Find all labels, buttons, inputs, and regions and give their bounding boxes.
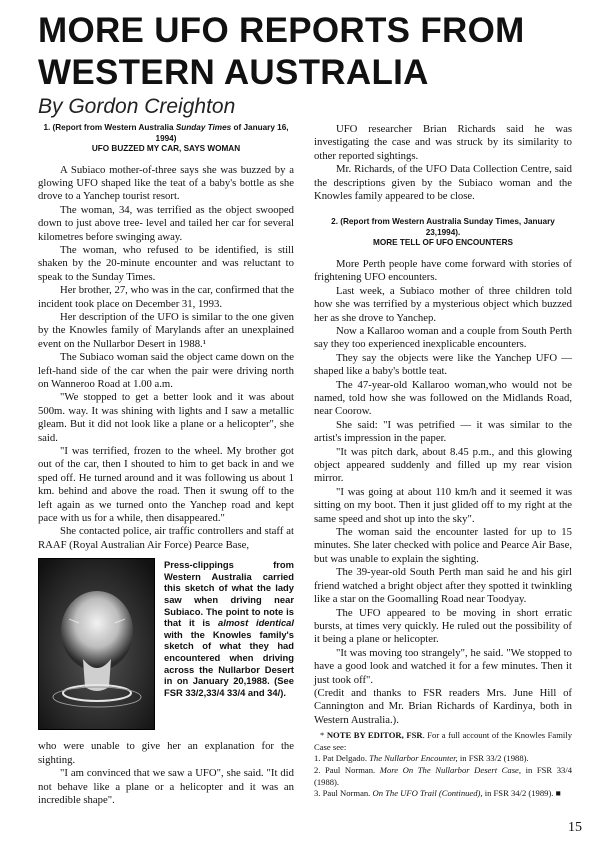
editor-notes: * NOTE BY EDITOR, FSR. For a full account of the Knowles Family Case see: 1. Pat Delgado. The Nullarbor Encounter, in FSR 33/2 (1988). 2. Paul Norman. More On The Nullarbor Desert Case, in FSR 33/4 (1988). 3. Paul Norman. On The UFO Trail (Continued), in FSR 34/2 (1989). ■ (314, 730, 573, 799)
article-title: MORE UFO REPORTS FROM WESTERN AUSTRALIA (38, 11, 525, 92)
paragraph: The woman, who refused to be identified, is still shaken by the 20-minute encounter and was reluctant to speak to the Sunday Times. (38, 243, 294, 283)
right-column (314, 123, 572, 800)
credit: (Credit and thanks to FSR readers Mrs. June Hill of Cannington and Mr. Brian Richards of Kardinya, both in Western Australia.). (314, 686, 572, 726)
section-1-heading: 1. (Report from Western Australia Sunday Times of January 16, 1994) UFO BUZZED MY CAR, SAYS WOMAN (38, 123, 294, 155)
paragraph: who were unable to give her an explanation for the sighting. (38, 740, 294, 766)
note-item: 3. Paul Norman. On The UFO Trail (Continued), in FSR 34/2 (1989). ■ (314, 788, 561, 799)
figure-caption: Press-clippings from Western Australia carried this sketch of what the lady saw when driving near Subiaco. The point to note is that it is almost identical with the Knowles family's sketch of what they had encountered when driving across the Nullarbor Desert in on January 20,1988. (See FSR 33/2,33/4 33/4 and 34/). (164, 559, 295, 698)
note-item: 2. Paul Norman. More On The Nullarbor Desert Case, in FSR 33/4 (1988). (314, 764, 573, 787)
page-number: 15 (568, 820, 582, 835)
paragraph: UFO researcher Brian Richards said he was investigating the case and was struck by its similarity to other reported sightings. (314, 123, 572, 162)
paragraph: She contacted police, air traffic controllers and staff at RAAF (Royal Australian Air Force) Pearce Base, (38, 525, 294, 551)
paragraph: The woman said the encounter lasted for up to 15 minutes. She later checked with police and Pearce Air Base, but was unable to explain the sighting. (314, 526, 572, 565)
paragraph: The woman, 34, was terrified as the object swooped down to just above tree- level and tailed her car for several kilometres before swinging away. (38, 203, 294, 243)
paragraph: "I was going at about 110 km/h and it seemed it was sitting on my boot. Then it just glided off to my right at the same speed and shot up into the sky". (314, 485, 572, 525)
left-column (38, 123, 294, 807)
figure (38, 558, 294, 730)
ufo-sketch-image (38, 558, 155, 730)
paragraph: Her description of the UFO is similar to the one given by the Knowles family of Marylands after an unexplained event on the Nullarbor Desert in 1988.¹ (38, 310, 294, 350)
paragraph: The Subiaco woman said the object came down on the left-hand side of the car when the pair were driving north on Wanneroo Road at 1.00 a.m. (38, 351, 294, 390)
paragraph: "It was moving too strangely", he said. "We stopped to have a good look and watched it for a few minutes. Then it just took off". (314, 646, 572, 686)
paragraph: They say the objects were like the Yanchep UFO — shaped like a baby's bottle teat. (314, 351, 572, 378)
paragraph: Now a Kallaroo woman and a couple from South Perth say they too experienced inexplicable encounters. (314, 324, 572, 351)
paragraph: "I am convinced that we saw a UFO", she said. "It did not behave like a plane or a helicopter and it was an incredible shape". (38, 767, 294, 806)
paragraph: "It was pitch dark, about 8.45 p.m., and this glowing object appeared suddenly and filled up my rear vision mirror. (314, 445, 572, 485)
paragraph: "I was terrified, frozen to the wheel. My brother got out of the car, then I shouted to him to get back in and we sped off. He turned around and it was following us about 1 km. behind and above the road. Then it swung off to the left again as we turned onto the Yanchep road and kept pace with us for a while, then disappeared." (38, 445, 294, 525)
paragraph: The 39-year-old South Perth man said he and his girl friend watched a bright object after they spotted it twinkling like a star on the Goomalling Road near Toodyay. (314, 566, 572, 606)
paragraph: The UFO appeared to be moving in short erratic bursts, at times very quickly. He ruled out the possibility of it being a plane or helicopter. (314, 606, 572, 646)
paragraph: The 47-year-old Kallaroo woman,who would not be named, told how she was followed on the Midlands Road, near Coorow. (314, 378, 572, 418)
paragraph: Her brother, 27, who was in the car, confirmed that the incident took place on December 31, 1993. (38, 284, 294, 310)
ufo-sketch-graphic (39, 559, 154, 729)
section-2-heading: 2. (Report from Western Australia Sunday Times, January 23,1994). MORE TELL OF UFO ENCOUNTERS (314, 217, 572, 249)
paragraph: Last week, a Subiaco mother of three children told how she was terrified by a mysterious object which buzzed her as she drove to Yanchep. (314, 284, 572, 324)
paragraph: "We stopped to get a better look and it was about 500m. way. It was shining with lights and I saw a metallic gleam. But it did not look like a plane or a helicopter", she said. (38, 391, 294, 444)
paragraph: She said: "I was petrified — it was similar to the artist's impression in the paper. (314, 418, 572, 445)
paragraph: Mr. Richards, of the UFO Data Collection Centre, said the descriptions given by the Subiaco woman and the Knowles family appeared to be close. (314, 163, 572, 203)
note-item: 1. Pat Delgado. The Nullarbor Encounter, in FSR 33/2 (1988). (314, 753, 529, 764)
paragraph: A Subiaco mother-of-three says she was buzzed by a glowing UFO shaped like the teat of a baby's bottle as she drove to a Yanchep tourist resort. (38, 163, 294, 203)
paragraph: More Perth people have come forward with stories of frightening UFO encounters. (314, 257, 572, 284)
section-1-subheading: UFO BUZZED MY CAR, SAYS WOMAN (91, 144, 241, 153)
section-2-subheading: MORE TELL OF UFO ENCOUNTERS (373, 238, 513, 248)
byline: By Gordon Creighton (38, 95, 236, 118)
